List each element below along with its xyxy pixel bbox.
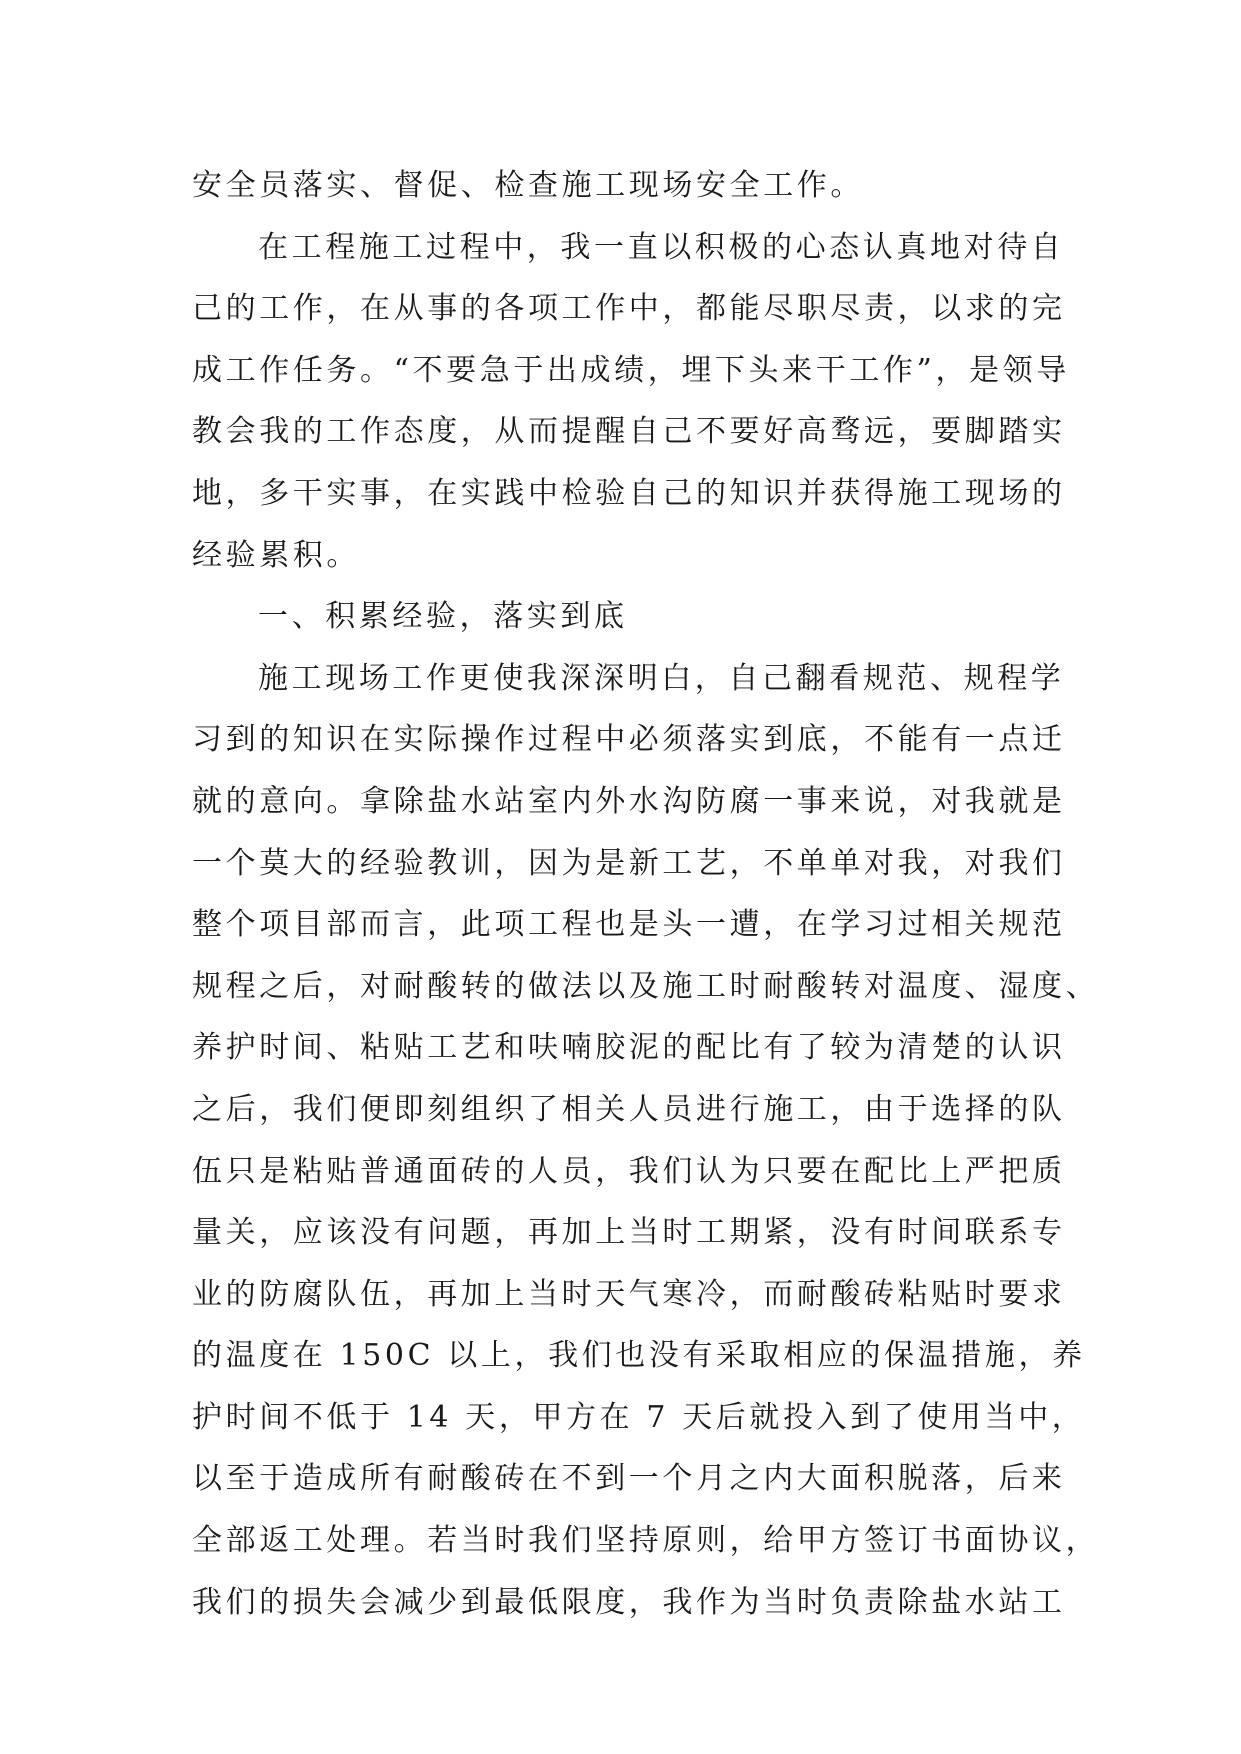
text-line: 我们的损失会减少到最低限度，我作为当时负责除盐水站工 <box>192 1584 1066 1620</box>
text-line: 全部返工处理。若当时我们坚持原则，给甲方签订书面协议， <box>192 1523 1100 1559</box>
text-line: 以至于造成所有耐酸砖在不到一个月之内大面积脱落，后来 <box>192 1461 1066 1497</box>
text-line: 在工程施工过程中，我一直以积极的心态认真地对待自 <box>258 229 1065 265</box>
text-line: 伍只是粘贴普通面砖的人员，我们认为只要在配比上严把质 <box>192 1153 1066 1189</box>
text-line: 地，多干实事，在实践中检验自己的知识并获得施工现场的 <box>192 475 1066 511</box>
text-line: 施工现场工作更使我深深明白，自己翻看规范、规程学 <box>258 660 1065 696</box>
text-line: 量关，应该没有问题，再加上当时工期紧，没有时间联系专 <box>192 1215 1066 1251</box>
text-line: 一个莫大的经验教训，因为是新工艺，不单单对我，对我们 <box>192 845 1066 881</box>
text-line: 经验累积。 <box>192 537 360 573</box>
text-line: 安全员落实、督促、检查施工现场安全工作。 <box>192 168 864 203</box>
text-line: 成工作任务。“不要急于出成绩，埋下头来干工作”，是领导 <box>192 352 1070 388</box>
section-heading: 一、积累经验，落实到底 <box>258 599 628 635</box>
text-line: 养护时间、粘贴工艺和呋喃胶泥的配比有了较为清楚的认识 <box>192 1030 1066 1066</box>
text-line: 己的工作，在从事的各项工作中，都能尽职尽责，以求的完 <box>192 291 1066 327</box>
text-line: 护时间不低于 14 天，甲方在 7 天后就投入到了使用当中， <box>192 1399 1086 1435</box>
text-line: 规程之后，对耐酸转的做法以及施工时耐酸转对温度、湿度、 <box>192 968 1100 1004</box>
text-line: 的温度在 150C 以上，我们也没有采取相应的保温措施，养 <box>192 1338 1086 1374</box>
text-line: 习到的知识在实际操作过程中必须落实到底，不能有一点迁 <box>192 722 1066 758</box>
text-line: 教会我的工作态度，从而提醒自己不要好高骛远，要脚踏实 <box>192 414 1066 450</box>
text-line: 之后，我们便即刻组织了相关人员进行施工，由于选择的队 <box>192 1091 1066 1127</box>
text-line: 业的防腐队伍，再加上当时天气寒冷，而耐酸砖粘贴时要求 <box>192 1276 1066 1312</box>
document-body <box>192 155 1100 1633</box>
text-line: 整个项目部而言，此项工程也是头一遭，在学习过相关规范 <box>192 907 1066 943</box>
text-line: 就的意向。拿除盐水站室内外水沟防腐一事来说，对我就是 <box>192 783 1066 819</box>
